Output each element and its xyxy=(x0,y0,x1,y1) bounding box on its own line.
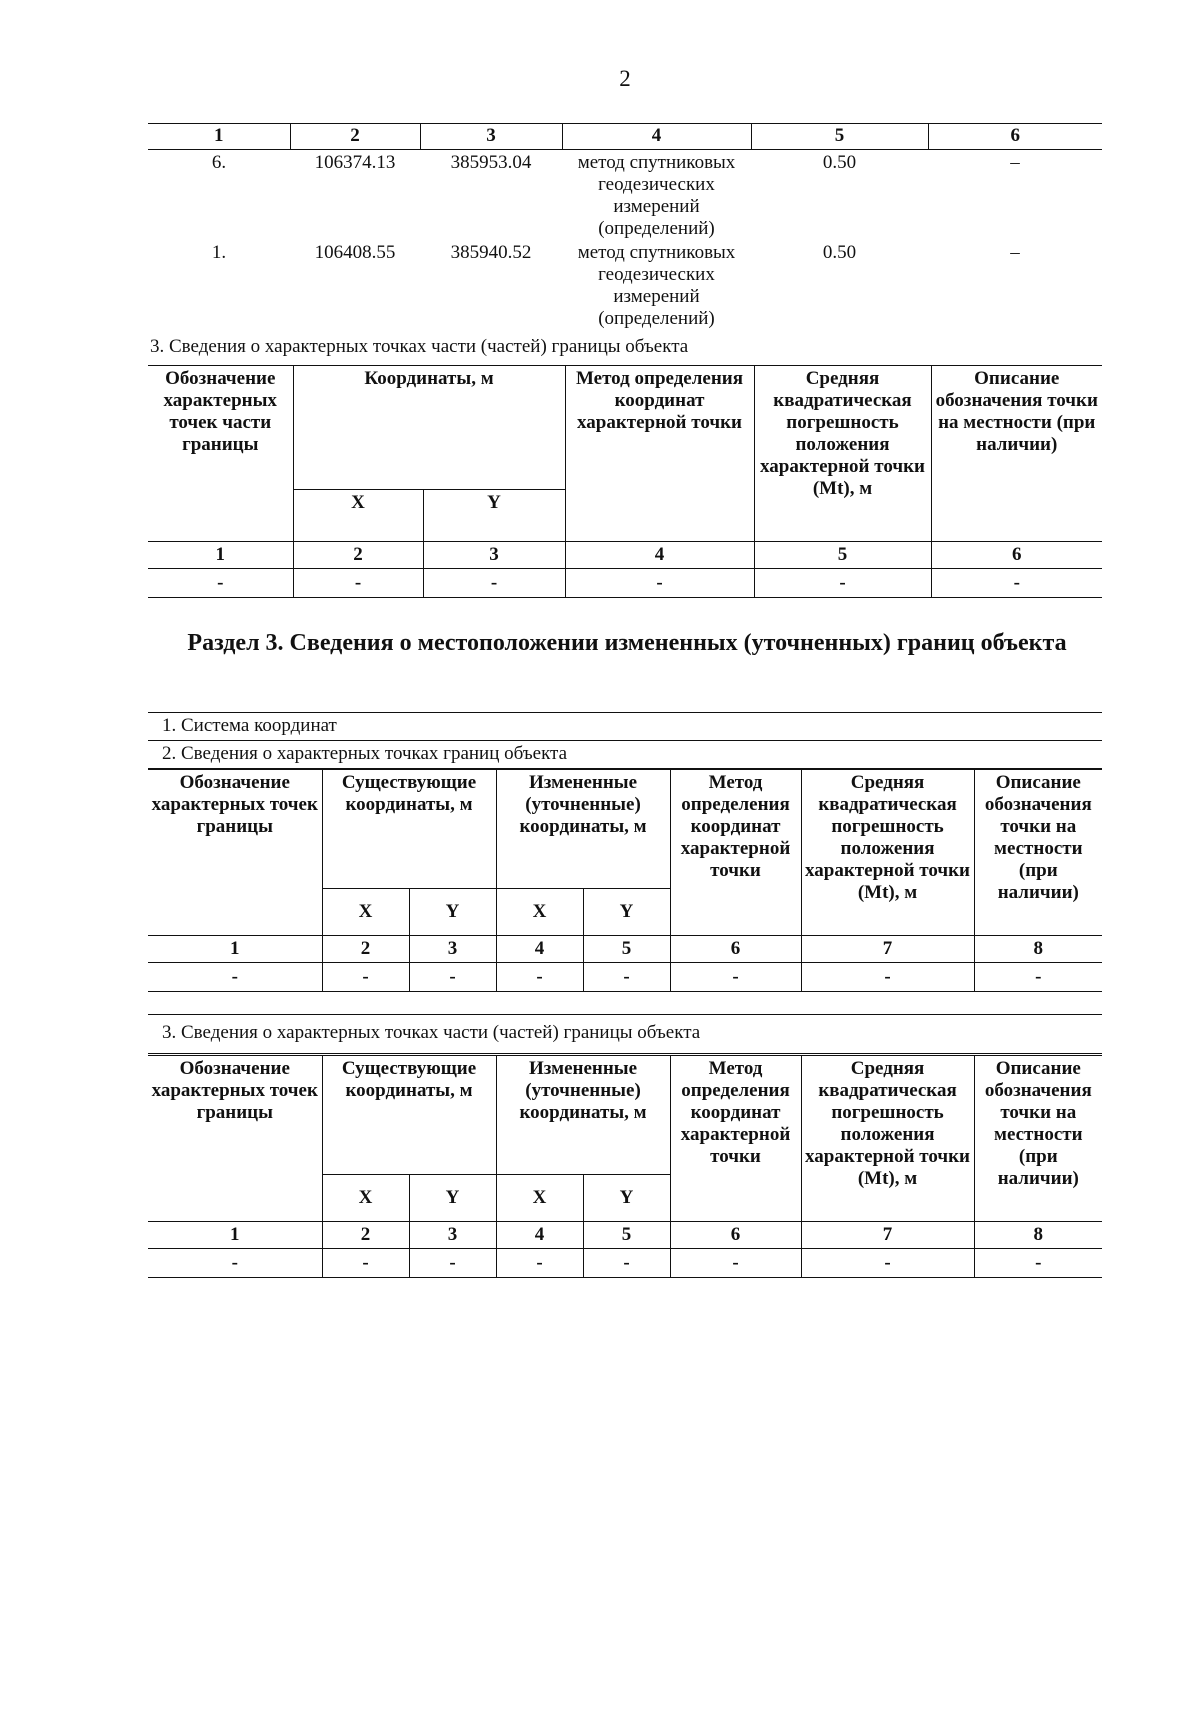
empty-cell: - xyxy=(148,1249,322,1278)
header-existing-coordinates: Существующие координаты, м xyxy=(322,1056,496,1175)
column-number: 5 xyxy=(583,1222,670,1249)
empty-cell: - xyxy=(931,569,1102,598)
error-mt: 0.50 xyxy=(822,152,857,173)
header-y: Y xyxy=(409,889,496,936)
header-y: Y xyxy=(409,1175,496,1222)
header-x: X xyxy=(496,1175,583,1222)
coord-y: 385953.04 xyxy=(450,152,532,173)
empty-cell: - xyxy=(148,569,293,598)
header-description: Описание обозначения точки на местности (при наличии) xyxy=(974,1056,1102,1222)
empty-cell: - xyxy=(148,963,322,992)
column-number: 7 xyxy=(801,1222,974,1249)
header-designation: Обозначение характерных точек границы xyxy=(148,770,322,936)
column-number: 3 xyxy=(420,124,562,150)
column-number: 3 xyxy=(409,936,496,963)
column-number-row xyxy=(148,936,1102,963)
header-changed-coordinates: Измененные (уточненные) координаты, м xyxy=(496,770,670,889)
empty-cell: - xyxy=(322,963,409,992)
empty-cell: - xyxy=(754,569,931,598)
coordinate-system-label: 1. Система координат xyxy=(148,712,1102,741)
column-number: 1 xyxy=(148,542,293,569)
column-number: 2 xyxy=(290,124,420,150)
empty-cell: - xyxy=(409,963,496,992)
table-row xyxy=(148,963,1102,992)
empty-cell: - xyxy=(409,1249,496,1278)
header-y: Y xyxy=(423,490,565,542)
empty-cell: - xyxy=(423,569,565,598)
empty-cell: - xyxy=(322,1249,409,1278)
changed-boundary-points-table xyxy=(148,769,1102,992)
header-method: Метод определения координат характерной точки xyxy=(565,366,754,542)
coord-x: 106374.13 xyxy=(314,152,396,173)
column-number: 4 xyxy=(562,124,751,150)
empty-cell: - xyxy=(974,1249,1102,1278)
point-number: 6. xyxy=(211,152,227,173)
header-x: X xyxy=(322,889,409,936)
empty-cell: - xyxy=(565,569,754,598)
coord-y: 385940.52 xyxy=(450,242,532,263)
table-row xyxy=(148,569,1102,598)
description: – xyxy=(1010,152,1020,173)
empty-cell: - xyxy=(974,963,1102,992)
part-boundary-points-label: 3. Сведения о характерных точках части (частей) границы объекта xyxy=(148,1014,1102,1054)
header-y: Y xyxy=(583,1175,670,1222)
column-number: 5 xyxy=(751,124,928,150)
column-number: 8 xyxy=(974,1222,1102,1249)
header-description: Описание обозначения точки на местности (при наличии) xyxy=(974,770,1102,936)
column-number-row xyxy=(148,542,1102,569)
coord-x: 106408.55 xyxy=(314,242,396,263)
empty-cell: - xyxy=(496,1249,583,1278)
header-error: Средняя квадратическая погрешность положения характерной точки (Mt), м xyxy=(754,366,931,542)
table-header-row xyxy=(148,366,1102,490)
header-designation: Обозначение характерных точек границы xyxy=(148,1056,322,1222)
column-number: 7 xyxy=(801,936,974,963)
header-x: X xyxy=(496,889,583,936)
header-designation: Обозначение характерных точек части границы xyxy=(148,366,293,542)
column-number: 6 xyxy=(931,542,1102,569)
header-coordinates: Координаты, м xyxy=(293,366,565,490)
column-number: 4 xyxy=(565,542,754,569)
header-x: X xyxy=(293,490,423,542)
empty-cell: - xyxy=(670,963,801,992)
boundary-points-continuation-table xyxy=(148,123,1102,330)
header-method: Метод определения координат характерной точки xyxy=(670,1056,801,1222)
header-error: Средняя квадратическая погрешность положения характерной точки (Mt), м xyxy=(801,770,974,936)
column-number: 1 xyxy=(148,124,290,150)
empty-cell: - xyxy=(583,963,670,992)
column-number: 2 xyxy=(322,1222,409,1249)
column-number: 1 xyxy=(148,1222,322,1249)
section-caption: 3. Сведения о характерных точках части (частей) границы объекта xyxy=(150,336,689,357)
empty-cell: - xyxy=(670,1249,801,1278)
column-number: 6 xyxy=(928,124,1102,150)
empty-cell: - xyxy=(293,569,423,598)
header-y: Y xyxy=(583,889,670,936)
column-number: 2 xyxy=(322,936,409,963)
column-number: 3 xyxy=(423,542,565,569)
changed-part-boundary-points-table xyxy=(148,1055,1102,1278)
point-number: 1. xyxy=(211,242,227,263)
column-number-row xyxy=(148,124,1102,150)
column-number: 3 xyxy=(409,1222,496,1249)
column-number-row xyxy=(148,1222,1102,1249)
section-3-title: Раздел 3. Сведения о местоположении измененных (уточненных) границ объекта xyxy=(187,630,1067,656)
part-boundary-points-table xyxy=(148,365,1102,598)
header-x: X xyxy=(322,1175,409,1222)
column-number: 6 xyxy=(670,936,801,963)
column-number: 5 xyxy=(583,936,670,963)
column-number: 5 xyxy=(754,542,931,569)
method: метод спутниковых геодезических измерений (определений) xyxy=(577,242,736,329)
empty-cell: - xyxy=(801,1249,974,1278)
description: – xyxy=(1010,242,1020,263)
page-number: 2 xyxy=(619,66,631,91)
table-row xyxy=(148,240,1102,330)
table-row xyxy=(148,1249,1102,1278)
empty-cell: - xyxy=(801,963,974,992)
table-header-row xyxy=(148,1056,1102,1175)
empty-cell: - xyxy=(583,1249,670,1278)
header-changed-coordinates: Измененные (уточненные) координаты, м xyxy=(496,1056,670,1175)
column-number: 6 xyxy=(670,1222,801,1249)
boundary-points-label: 2. Сведения о характерных точках границ объекта xyxy=(148,741,1102,769)
empty-cell: - xyxy=(496,963,583,992)
header-error: Средняя квадратическая погрешность положения характерной точки (Mt), м xyxy=(801,1056,974,1222)
header-existing-coordinates: Существующие координаты, м xyxy=(322,770,496,889)
column-number: 2 xyxy=(293,542,423,569)
column-number: 4 xyxy=(496,936,583,963)
column-number: 4 xyxy=(496,1222,583,1249)
column-number: 1 xyxy=(148,936,322,963)
table-row xyxy=(148,150,1102,241)
header-description: Описание обозначения точки на местности (при наличии) xyxy=(931,366,1102,542)
error-mt: 0.50 xyxy=(822,242,857,263)
table-header-row xyxy=(148,770,1102,889)
method: метод спутниковых геодезических измерений (определений) xyxy=(577,152,736,239)
header-method: Метод определения координат характерной точки xyxy=(670,770,801,936)
column-number: 8 xyxy=(974,936,1102,963)
